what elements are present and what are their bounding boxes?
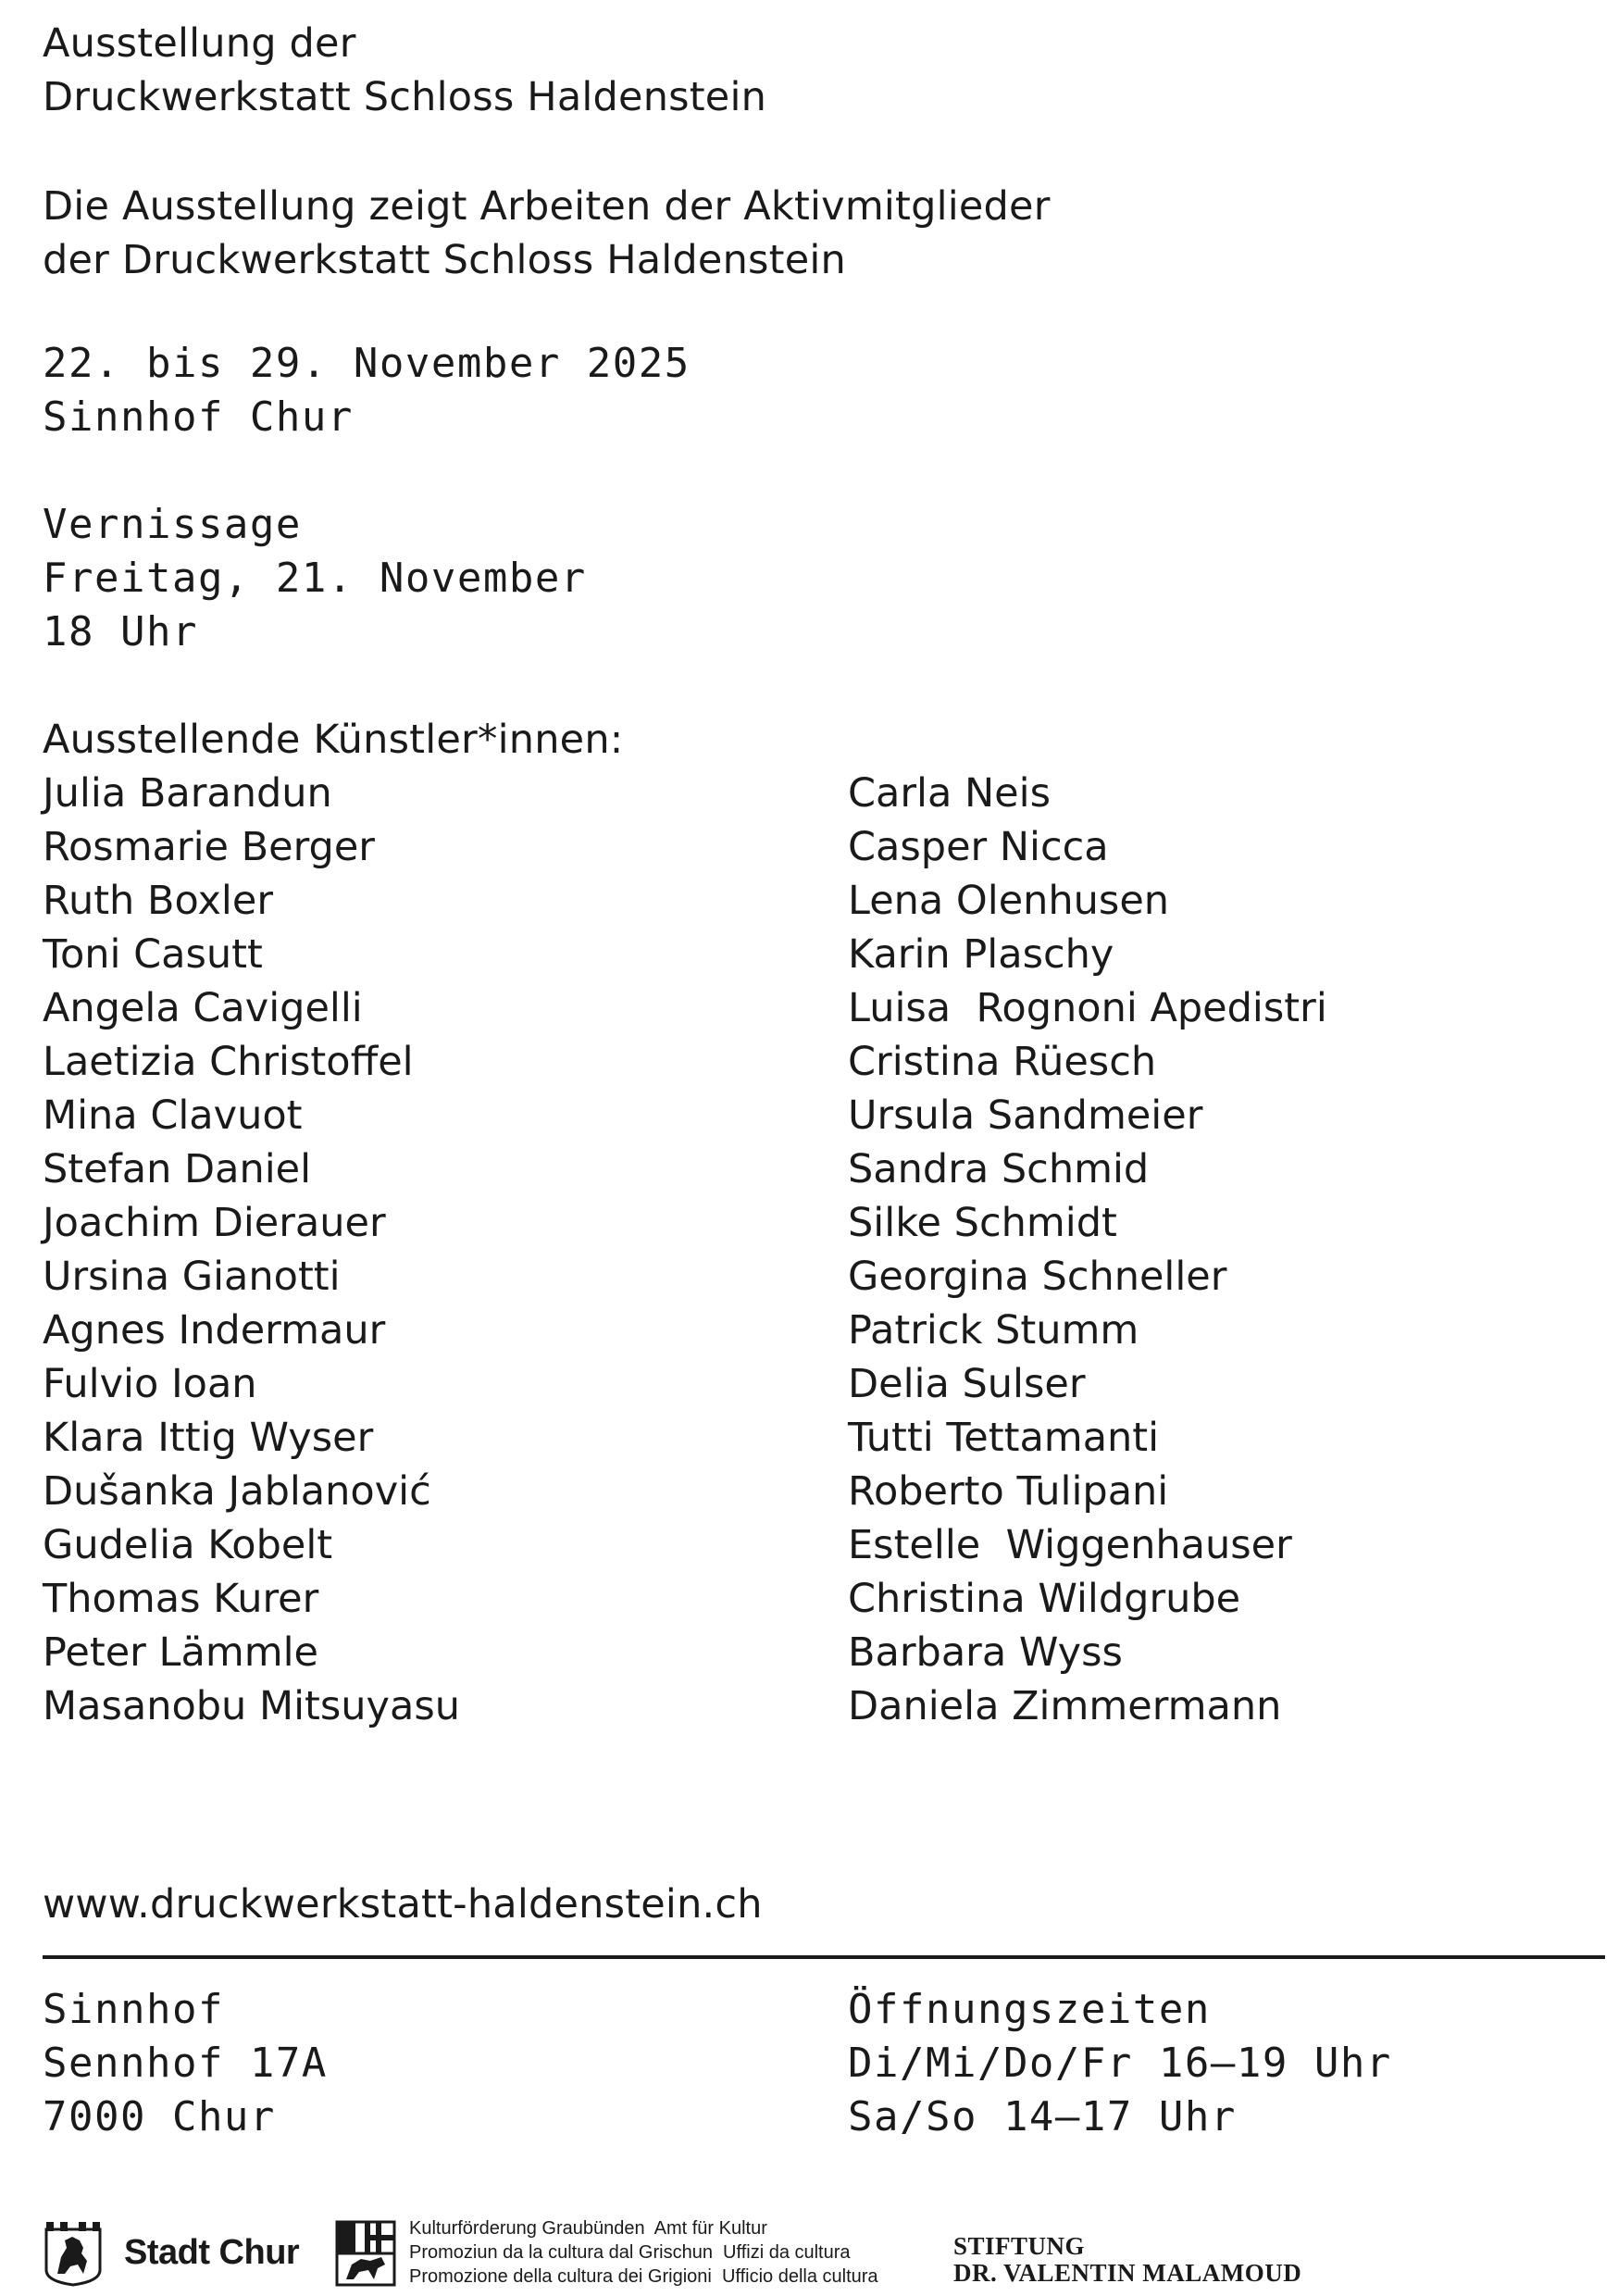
intro-line-2: der Druckwerkstatt Schloss Haldenstein — [43, 237, 846, 283]
artist-name: Cristina Rüesch — [848, 1039, 1157, 1085]
artist-name: Roberto Tulipani — [848, 1468, 1169, 1515]
vernissage-label: Vernissage — [43, 501, 302, 548]
artist-name: Thomas Kurer — [43, 1576, 319, 1622]
address-city: 7000 Chur — [43, 2093, 276, 2140]
address-name: Sinnhof — [43, 1986, 224, 2033]
artist-name: Rosmarie Berger — [43, 824, 375, 870]
artist-name: Silke Schmidt — [848, 1200, 1117, 1246]
event-venue: Sinnhof Chur — [43, 393, 354, 441]
divider-rule — [43, 1955, 1605, 1959]
address-street: Sennhof 17A — [43, 2040, 328, 2087]
hours-weekend: Sa/So 14–17 Uhr — [848, 2093, 1237, 2140]
artist-name: Casper Nicca — [848, 824, 1109, 870]
artists-list-left — [43, 767, 460, 1733]
artist-name: Laetizia Christoffel — [43, 1039, 414, 1085]
artist-name: Agnes Indermaur — [43, 1307, 386, 1354]
artist-name: Sandra Schmid — [848, 1146, 1150, 1192]
artist-name: Lena Olenhusen — [848, 878, 1170, 924]
graubuenden-line-1: Kulturförderung Graubünden Amt für Kultur — [409, 2218, 767, 2239]
artist-name: Toni Casutt — [43, 931, 263, 978]
vernissage-info — [43, 498, 587, 659]
intro-text — [43, 180, 1051, 287]
hours-label: Öffnungszeiten — [848, 1986, 1211, 2033]
artist-name: Dušanka Jablanović — [43, 1468, 431, 1515]
website-link[interactable]: www.druckwerkstatt-haldenstein.ch — [43, 1881, 763, 1928]
artist-name: Masanobu Mitsuyasu — [43, 1683, 460, 1729]
artists-heading: Ausstellende Künstler*innen: — [43, 717, 624, 763]
malamoud-line-2: DR. VALENTIN MALAMOUD — [953, 2259, 1302, 2287]
vernissage-time: 18 Uhr — [43, 608, 198, 655]
artist-name: Georgina Schneller — [848, 1254, 1227, 1300]
artist-name: Estelle Wiggenhauser — [848, 1522, 1292, 1568]
event-info — [43, 337, 691, 444]
poster-title — [43, 17, 766, 124]
stadt-chur-name: Stadt Chur — [124, 2233, 300, 2272]
vernissage-date: Freitag, 21. November — [43, 555, 587, 602]
artist-name: Christina Wildgrube — [848, 1576, 1241, 1622]
artist-name: Stefan Daniel — [43, 1146, 312, 1192]
artist-name: Karin Plaschy — [848, 931, 1114, 978]
artist-name: Angela Cavigelli — [43, 985, 363, 1031]
title-line-1: Ausstellung der — [43, 20, 356, 67]
artist-name: Daniela Zimmermann — [848, 1683, 1282, 1729]
artists-list-right — [848, 767, 1327, 1733]
graubuenden-crest-icon — [335, 2220, 396, 2287]
artist-name: Ursina Gianotti — [43, 1254, 341, 1300]
artist-name: Carla Neis — [848, 770, 1051, 817]
artist-name: Gudelia Kobelt — [43, 1522, 333, 1568]
hours-block — [848, 1983, 1392, 2144]
address-block — [43, 1983, 328, 2144]
hours-weekdays: Di/Mi/Do/Fr 16–19 Uhr — [848, 2040, 1392, 2087]
graubuenden-text — [409, 2216, 878, 2289]
artist-name: Patrick Stumm — [848, 1307, 1139, 1354]
website-block — [43, 1878, 763, 1931]
artist-name: Fulvio Ioan — [43, 1361, 257, 1407]
event-dates: 22. bis 29. November 2025 — [43, 340, 691, 387]
artist-name: Barbara Wyss — [848, 1629, 1123, 1676]
intro-line-1: Die Ausstellung zeigt Arbeiten der Aktivmitglieder — [43, 183, 1051, 230]
artist-name: Peter Lämmle — [43, 1629, 318, 1676]
malamoud-line-1: STIFTUNG — [953, 2232, 1086, 2260]
artist-name: Julia Barandun — [43, 770, 332, 817]
artist-name: Delia Sulser — [848, 1361, 1086, 1407]
artist-name: Ursula Sandmeier — [848, 1092, 1203, 1139]
artist-name: Tutti Tettamanti — [848, 1415, 1160, 1461]
graubuenden-line-3: Promozione della cultura dei Grigioni Ufficio della cultura — [409, 2266, 878, 2287]
artist-name: Ruth Boxler — [43, 878, 273, 924]
graubuenden-line-2: Promoziun da la cultura dal Grischun Uffizi da cultura — [409, 2242, 851, 2263]
title-line-2: Druckwerkstatt Schloss Haldenstein — [43, 74, 767, 120]
artist-name: Klara Ittig Wyser — [43, 1415, 374, 1461]
artist-name: Luisa Rognoni Apedistri — [848, 985, 1327, 1031]
artist-name: Mina Clavuot — [43, 1092, 303, 1139]
stadt-chur-crest-icon — [43, 2220, 104, 2287]
malamoud-foundation-logo — [953, 2233, 1301, 2287]
sponsor-logos — [43, 2213, 1605, 2287]
artist-name: Joachim Dierauer — [43, 1200, 386, 1246]
artists-heading-block — [43, 713, 623, 767]
